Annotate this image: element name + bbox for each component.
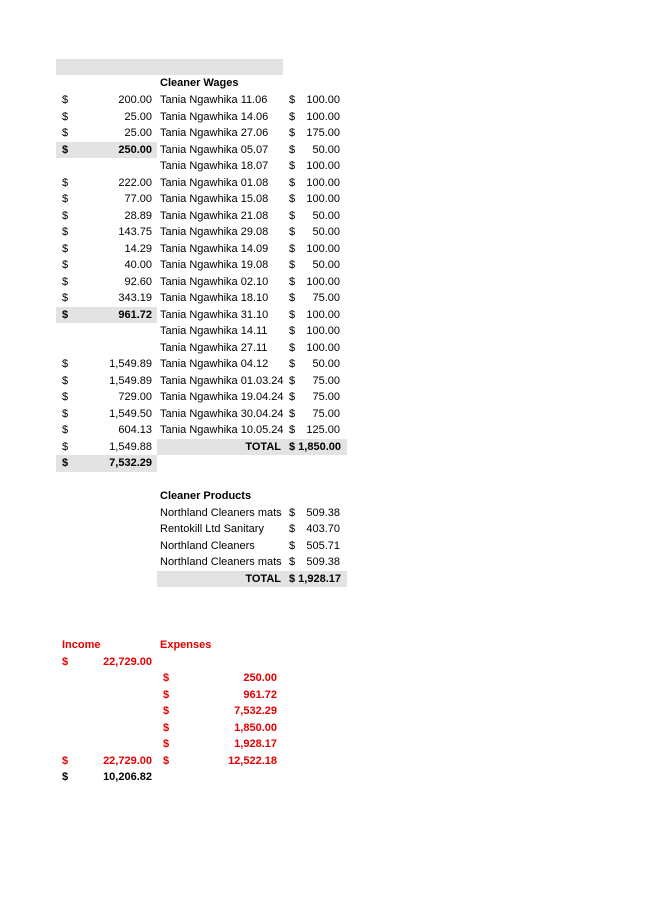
product-row	[0, 554, 645, 571]
grand-left-amount: 7,532.29	[109, 457, 152, 469]
currency-symbol: $	[62, 110, 69, 123]
product-amount: 509.38	[306, 506, 340, 519]
product-name: Rentokill Ltd Sanitary	[160, 523, 264, 535]
products-total-label: TOTAL	[245, 572, 281, 585]
products-total-row	[0, 571, 645, 588]
cleaner-entry: Tania Ngawhika 14.06	[160, 110, 269, 123]
currency-symbol: $	[289, 523, 296, 535]
currency-symbol: $	[289, 358, 296, 370]
wage-amount: 100.00	[306, 176, 340, 189]
wages-row	[0, 373, 645, 390]
cleaner-entry: Tania Ngawhika 01.08	[160, 176, 269, 189]
currency-symbol: $	[289, 407, 296, 420]
wages-row	[0, 323, 645, 340]
currency-symbol: $	[62, 275, 69, 288]
net-amount: 10,206.82	[103, 771, 152, 783]
currency-symbol: $	[62, 176, 69, 189]
product-name: Northland Cleaners	[160, 539, 255, 552]
expense-row	[0, 703, 645, 720]
currency-symbol: $	[62, 242, 69, 255]
income-row	[0, 654, 645, 671]
left-amount: 1,549.89	[109, 374, 152, 387]
income-total: 22,729.00	[103, 754, 152, 767]
wage-amount: 100.00	[306, 193, 340, 205]
wage-amount: 50.00	[312, 358, 340, 370]
currency-symbol: $	[62, 655, 69, 668]
cleaner-entry: Tania Ngawhika 29.08	[160, 226, 269, 238]
cleaner-entry: Tania Ngawhika 14.11	[160, 325, 268, 337]
product-row	[0, 521, 645, 538]
currency-symbol: $	[62, 94, 69, 106]
cleaner-entry: Tania Ngawhika 05.07	[160, 143, 269, 156]
left-amount: 604.13	[118, 424, 152, 436]
expense-row	[0, 670, 645, 687]
currency-symbol: $	[289, 506, 296, 519]
wages-total-value: $ 1,850.00	[289, 440, 341, 453]
wages-title: Cleaner Wages	[160, 77, 239, 89]
wage-amount: 50.00	[312, 259, 340, 271]
wages-total-row	[0, 439, 645, 456]
currency-symbol: $	[163, 738, 170, 750]
currency-symbol: $	[289, 193, 296, 205]
cleaner-entry: Tania Ngawhika 11.06	[160, 94, 268, 106]
wages-row	[0, 158, 645, 175]
cleaner-entry: Tania Ngawhika 02.10	[160, 275, 269, 288]
left-amount: 25.00	[124, 110, 152, 123]
currency-symbol: $	[62, 407, 69, 420]
currency-symbol: $	[289, 209, 296, 222]
currency-symbol: $	[163, 705, 170, 717]
wages-row	[0, 422, 645, 439]
currency-symbol: $	[62, 193, 69, 205]
currency-symbol: $	[62, 209, 69, 222]
cleaner-entry: Tania Ngawhika 27.11	[160, 341, 268, 354]
currency-symbol: $	[62, 226, 69, 238]
currency-symbol: $	[289, 341, 296, 354]
wage-amount: 50.00	[312, 209, 340, 222]
expense-row	[0, 736, 645, 753]
expenses-label: Expenses	[160, 639, 212, 651]
net-row	[0, 769, 645, 786]
currency-symbol: $	[163, 688, 170, 701]
currency-symbol: $	[289, 424, 296, 436]
cleaner-entry: Tania Ngawhika 10.05.24	[160, 424, 284, 436]
currency-symbol: $	[62, 754, 69, 767]
products-title: Cleaner Products	[160, 490, 252, 502]
wages-row	[0, 125, 645, 142]
wages-total-label: TOTAL	[245, 440, 281, 453]
left-amount: 200.00	[118, 94, 152, 106]
cleaner-entry: Tania Ngawhika 15.08	[160, 193, 269, 205]
wages-row	[0, 92, 645, 109]
wage-amount: 75.00	[312, 391, 340, 403]
wage-amount: 100.00	[306, 308, 340, 321]
expenses-total: 12,522.18	[228, 754, 277, 767]
currency-symbol: $	[62, 127, 69, 139]
income-amount: 22,729.00	[103, 655, 152, 668]
currency-symbol: $	[289, 391, 296, 403]
wages-row	[0, 356, 645, 373]
left-amount: 729.00	[118, 391, 152, 403]
summary-header-row	[0, 637, 645, 654]
expense-amount: 961.72	[243, 688, 277, 701]
currency-symbol: $	[289, 308, 296, 321]
cleaner-entry: Tania Ngawhika 19.04.24	[160, 391, 284, 403]
wage-amount: 75.00	[312, 292, 340, 304]
currency-symbol: $	[163, 754, 170, 767]
currency-symbol: $	[62, 424, 69, 436]
left-amount: 92.60	[124, 275, 152, 288]
wage-amount: 100.00	[306, 110, 340, 123]
cleaner-entry: Tania Ngawhika 30.04.24	[160, 407, 284, 420]
wages-row	[0, 208, 645, 225]
wage-amount: 100.00	[306, 242, 340, 255]
wage-amount: 75.00	[312, 374, 340, 387]
currency-symbol: $	[62, 308, 69, 321]
wages-row	[0, 241, 645, 258]
wage-amount: 125.00	[306, 424, 340, 436]
left-amount: 343.19	[118, 292, 152, 304]
currency-symbol: $	[62, 771, 69, 783]
product-row	[0, 538, 645, 555]
currency-symbol: $	[289, 226, 296, 238]
left-amount: 14.29	[124, 242, 152, 255]
summary-total-row	[0, 753, 645, 770]
wages-row	[0, 109, 645, 126]
product-row	[0, 505, 645, 522]
expense-row	[0, 720, 645, 737]
currency-symbol: $	[289, 94, 296, 106]
currency-symbol: $	[163, 672, 170, 684]
currency-symbol: $	[62, 457, 69, 469]
currency-symbol: $	[62, 358, 69, 370]
wage-amount: 100.00	[306, 275, 340, 288]
currency-symbol: $	[289, 292, 296, 304]
cleaner-entry: Tania Ngawhika 31.10	[160, 308, 269, 321]
products-total-value: $ 1,928.17	[289, 572, 341, 585]
wages-row	[0, 224, 645, 241]
left-amount: 28.89	[124, 209, 152, 222]
wages-row	[0, 257, 645, 274]
product-amount: 403.70	[306, 523, 340, 535]
currency-symbol: $	[289, 143, 296, 156]
currency-symbol: $	[163, 721, 170, 734]
wage-amount: 100.00	[306, 341, 340, 354]
left-amount: 961.72	[118, 308, 152, 321]
currency-symbol: $	[62, 143, 69, 156]
expense-amount: 1,928.17	[234, 738, 277, 750]
product-name: Northland Cleaners mats	[160, 506, 282, 519]
wages-row	[0, 274, 645, 291]
currency-symbol: $	[289, 556, 296, 568]
wage-amount: 100.00	[306, 325, 340, 337]
cleaner-entry: Tania Ngawhika 21.08	[160, 209, 269, 222]
currency-symbol: $	[289, 110, 296, 123]
cleaner-entry: Tania Ngawhika 27.06	[160, 127, 269, 139]
cleaner-entry: Tania Ngawhika 19.08	[160, 259, 269, 271]
expense-amount: 250.00	[243, 672, 277, 684]
wages-row	[0, 142, 645, 159]
left-amount: 77.00	[124, 193, 152, 205]
wages-row	[0, 389, 645, 406]
currency-symbol: $	[289, 374, 296, 387]
cleaner-entry: Tania Ngawhika 18.07	[160, 160, 269, 172]
left-amount: 250.00	[118, 143, 152, 156]
cleaner-entry: Tania Ngawhika 18.10	[160, 292, 269, 304]
expense-amount: 7,532.29	[234, 705, 277, 717]
left-amount: 1,549.89	[109, 358, 152, 370]
expense-row	[0, 687, 645, 704]
cleaner-entry: Tania Ngawhika 01.03.24	[160, 374, 284, 387]
expense-amount: 1,850.00	[234, 721, 277, 734]
left-amount: 1,549.88	[109, 440, 152, 453]
currency-symbol: $	[289, 127, 296, 139]
wages-row	[0, 406, 645, 423]
left-amount: 143.75	[118, 226, 152, 238]
left-amount: 1,549.50	[109, 407, 152, 420]
wage-amount: 50.00	[312, 143, 340, 156]
left-amount: 25.00	[124, 127, 152, 139]
left-amount: 222.00	[118, 176, 152, 189]
currency-symbol: $	[62, 440, 69, 453]
wage-amount: 100.00	[306, 94, 340, 106]
currency-symbol: $	[289, 176, 296, 189]
currency-symbol: $	[62, 292, 69, 304]
currency-symbol: $	[289, 275, 296, 288]
header-band	[56, 59, 283, 75]
cleaner-entry: Tania Ngawhika 14.09	[160, 242, 269, 255]
wage-amount: 175.00	[306, 127, 340, 139]
currency-symbol: $	[62, 259, 69, 271]
income-label: Income	[62, 639, 101, 651]
currency-symbol: $	[62, 374, 69, 387]
wage-amount: 100.00	[306, 160, 340, 172]
cleaner-entry: Tania Ngawhika 04.12	[160, 358, 269, 370]
currency-symbol: $	[289, 539, 296, 552]
currency-symbol: $	[289, 242, 296, 255]
wages-row	[0, 290, 645, 307]
left-amount: 40.00	[124, 259, 152, 271]
wage-amount: 75.00	[312, 407, 340, 420]
wages-row	[0, 191, 645, 208]
wage-amount: 50.00	[312, 226, 340, 238]
wages-row	[0, 175, 645, 192]
currency-symbol: $	[289, 259, 296, 271]
wages-row	[0, 307, 645, 324]
product-amount: 509.38	[306, 556, 340, 568]
currency-symbol: $	[289, 160, 296, 172]
wages-title-row	[0, 75, 645, 92]
currency-symbol: $	[289, 325, 296, 337]
currency-symbol: $	[62, 391, 69, 403]
product-name: Northland Cleaners mats	[160, 556, 282, 568]
wages-row	[0, 340, 645, 357]
product-amount: 505.71	[306, 539, 340, 552]
grand-left-row	[0, 455, 645, 472]
products-title-row	[0, 488, 645, 505]
